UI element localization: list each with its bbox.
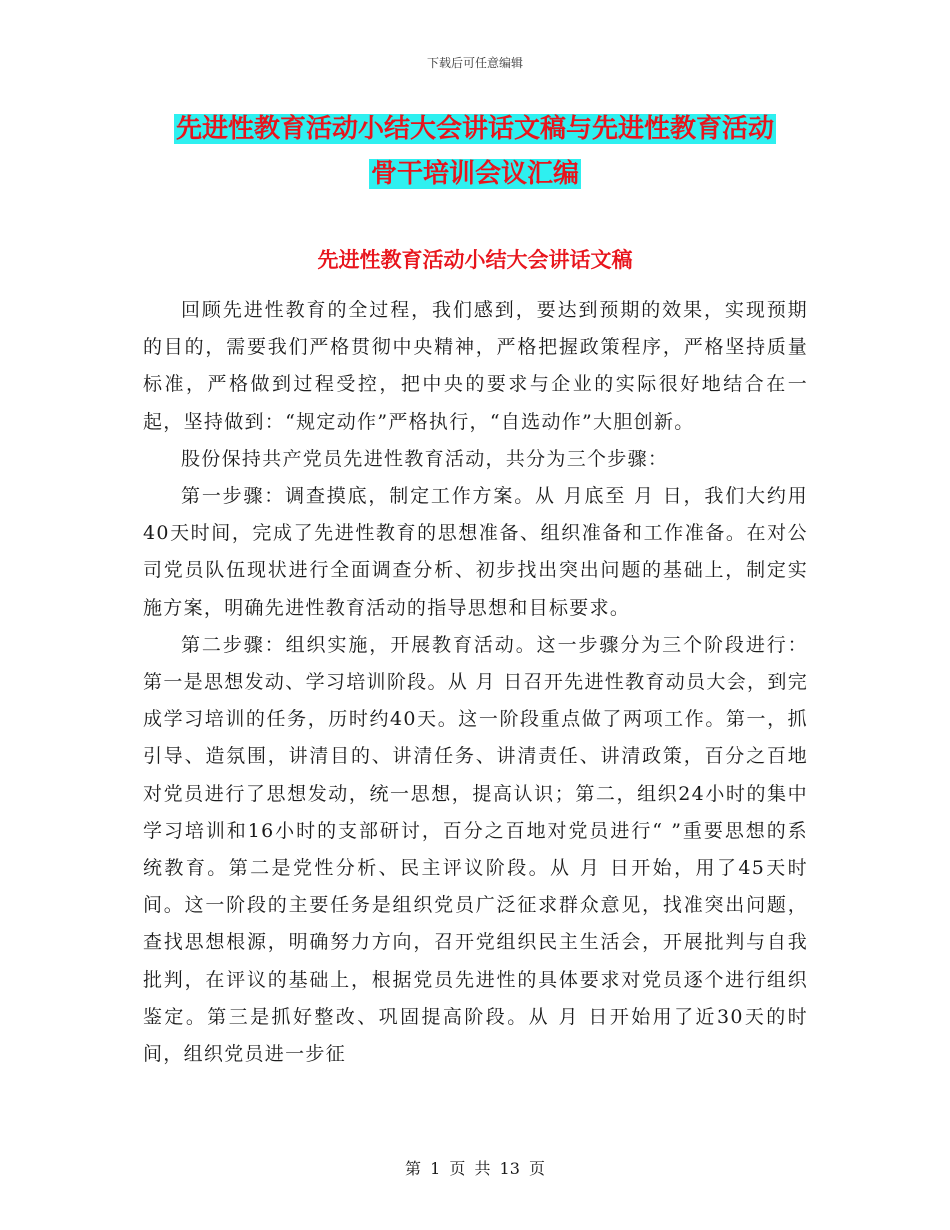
- body-paragraph: 第二步骤：组织实施，开展教育活动。这一步骤分为三个阶段进行：第一是思想发动、学习培训阶段。从 月 日召开先进性教育动员大会，到完成学习培训的任务，历时约40天。这一阶段重点做了两项工作。第一，抓引导、造氛围，讲清目的、讲清任务、讲清责任、讲清政策，百分之百地对党员进行了思想发动，统一思想，提高认识；第二，组织24小时的集中学习培训和16小时的支部研讨，百分之百地对党员进行“ ”重要思想的系统教育。第二是党性分析、民主评议阶段。从 月 日开始，用了45天时间。这一阶段的主要任务是组织党员广泛征求群众意见，找准突出问题，查找思想根源，明确努力方向，召开党组织民主生活会，开展批判与自我批判，在评议的基础上，根据党员先进性的具体要求对党员逐个进行组织鉴定。第三是抓好整改、巩固提高阶段。从 月 日开始用了近30天的时间，组织党员进一步征: [143, 633, 808, 1066]
- body-paragraph: 股份保持共产党员先进性教育活动，共分为三个步骤：: [181, 447, 669, 470]
- document-body: [143, 292, 808, 1073]
- section-title: 先进性教育活动小结大会讲话文稿: [317, 248, 633, 272]
- body-paragraph: 第一步骤：调查摸底，制定工作方案。从 月底至 月 日，我们大约用40天时间，完成了先进性教育的思想准备、组织准备和工作准备。在对公司党员队伍现状进行全面调查分析、初步找出突出问题的基础上，制定实施方案，明确先进性教育活动的指导思想和目标要求。: [143, 485, 808, 619]
- document-title-line-2: 骨干培训会议汇编: [370, 159, 579, 189]
- body-paragraph: 回顾先进性教育的全过程，我们感到，要达到预期的效果，实现预期的目的，需要我们严格贯彻中央精神，严格把握政策程序，严格坚持质量标准，严格做到过程受控，把中央的要求与企业的实际很好地结合在一起，坚持做到：“规定动作”严格执行，“自选动作”大胆创新。: [143, 299, 808, 433]
- document-title: [0, 107, 950, 197]
- page-number: 第 1 页 共 13 页: [405, 1159, 545, 1178]
- document-title-line-1: 先进性教育活动小结大会讲话文稿与先进性教育活动: [175, 114, 774, 144]
- page-header-note: 下载后可任意编辑: [426, 56, 523, 70]
